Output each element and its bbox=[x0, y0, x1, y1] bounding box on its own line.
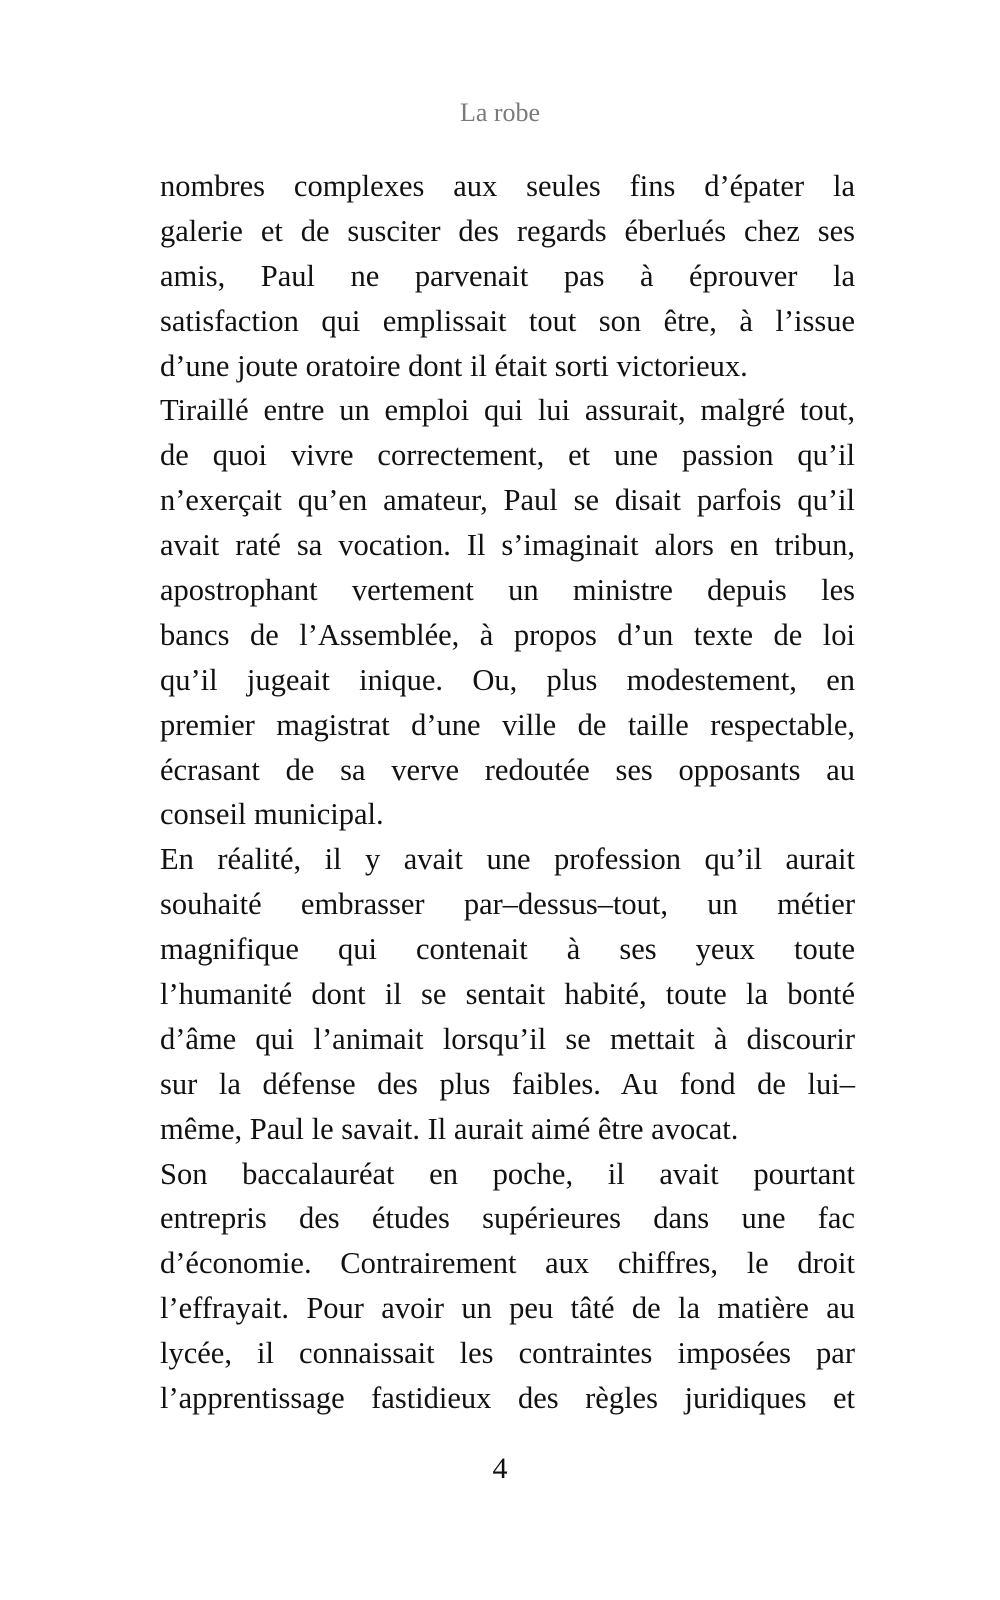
text-line: Tiraillé entre un emploi qui lui assurait, malgré tout, bbox=[160, 393, 855, 428]
text-line: d’économie. Contrairement aux chiffres, le droit bbox=[160, 1246, 855, 1281]
page-number: 4 bbox=[492, 1452, 508, 1485]
text-line: magnifique qui contenait à ses yeux toute bbox=[160, 932, 855, 967]
text-line: apostrophant vertement un ministre depuis les bbox=[160, 573, 855, 608]
text-line: En réalité, il y avait une profession qu’il aurait bbox=[160, 842, 855, 877]
text-line: n’exerçait qu’en amateur, Paul se disait parfois qu’il bbox=[160, 483, 855, 518]
text-line: sur la défense des plus faibles. Au fond de lui– bbox=[160, 1066, 855, 1101]
text-line: conseil municipal. bbox=[160, 797, 384, 832]
running-header: La robe bbox=[459, 98, 541, 127]
text-line: Son baccalauréat en poche, il avait pourtant bbox=[160, 1156, 855, 1191]
text-line: même, Paul le savait. Il aurait aimé être avocat. bbox=[160, 1111, 739, 1146]
text-line: bancs de l’Assemblée, à propos d’un texte de loi bbox=[160, 617, 855, 652]
text-line: nombres complexes aux seules fins d’épater la bbox=[160, 169, 855, 203]
text-line: écrasant de sa verve redoutée ses opposants au bbox=[160, 752, 855, 787]
body-text bbox=[160, 164, 855, 1421]
text-line: d’âme qui l’animait lorsqu’il se mettait à discourir bbox=[160, 1021, 855, 1056]
text-line: qu’il jugeait inique. Ou, plus modestement, en bbox=[160, 662, 855, 697]
text-line: l’apprentissage fastidieux des règles juridiques et bbox=[160, 1381, 855, 1416]
text-line: l’humanité dont il se sentait habité, toute la bonté bbox=[160, 977, 855, 1012]
text-line: premier magistrat d’une ville de taille respectable, bbox=[160, 707, 855, 742]
text-line: galerie et de susciter des regards éberlués chez ses bbox=[160, 213, 855, 248]
text-line: avait raté sa vocation. Il s’imaginait alors en tribun, bbox=[160, 528, 855, 563]
text-line: lycée, il connaissait les contraintes imposées par bbox=[160, 1336, 855, 1371]
text-line: d’une joute oratoire dont il était sorti victorieux. bbox=[160, 348, 748, 383]
text-line: satisfaction qui emplissait tout son être, à l’issue bbox=[160, 303, 855, 338]
text-line: souhaité embrasser par–dessus–tout, un métier bbox=[160, 887, 855, 922]
text-line: amis, Paul ne parvenait pas à éprouver la bbox=[160, 258, 855, 293]
text-line: de quoi vivre correctement, et une passion qu’il bbox=[160, 438, 855, 473]
text-line: entrepris des études supérieures dans une fac bbox=[160, 1201, 855, 1236]
text-line: l’effrayait. Pour avoir un peu tâté de la matière au bbox=[160, 1291, 855, 1326]
